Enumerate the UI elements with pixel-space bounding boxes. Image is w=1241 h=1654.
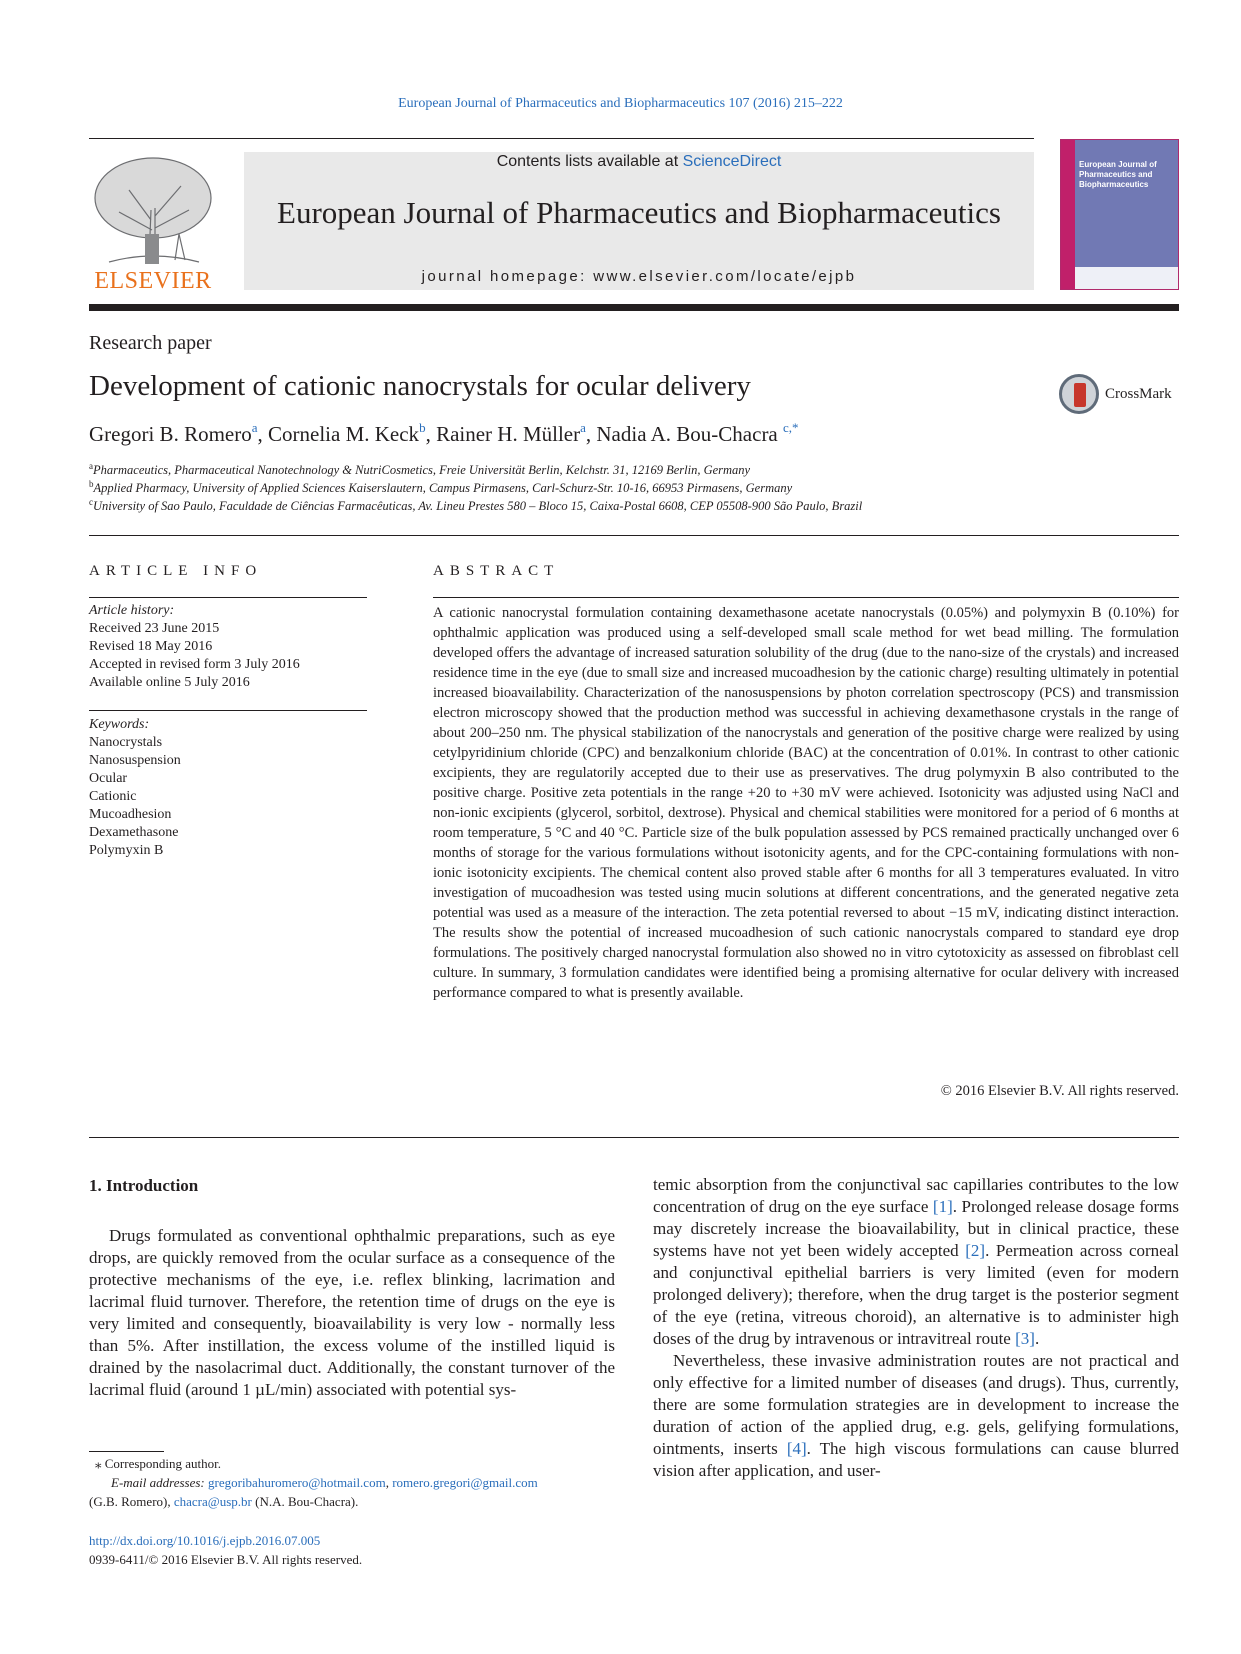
revised-date: Revised 18 May 2016 bbox=[89, 639, 213, 654]
introduction-heading: 1. Introduction bbox=[89, 1176, 199, 1195]
cover-footer bbox=[1075, 267, 1178, 289]
email-link[interactable]: romero.gregori@gmail.com bbox=[392, 1475, 538, 1490]
article-info-rule bbox=[89, 597, 367, 598]
keyword: Mucoadhesion bbox=[89, 807, 172, 822]
reference-link[interactable]: [2] bbox=[965, 1241, 986, 1260]
affiliation-text: Applied Pharmacy, University of Applied Sciences Kaiserslautern, Campus Pirmasens, Carl-Schurz-Str. 10-16, 66953 Pirmasens, Germany bbox=[93, 481, 793, 495]
abstract-rule bbox=[433, 597, 1179, 598]
crossmark-icon bbox=[1059, 374, 1099, 414]
affiliation bbox=[89, 463, 750, 478]
email-label: E-mail addresses: bbox=[111, 1475, 205, 1490]
crossmark-button[interactable] bbox=[1059, 374, 1181, 418]
author-name: Gregori B. Romero bbox=[89, 422, 252, 446]
paragraph bbox=[653, 1350, 1179, 1482]
affiliation-marker: b bbox=[89, 479, 94, 489]
email-link[interactable]: gregoribahuromero@hotmail.com bbox=[208, 1475, 386, 1490]
author-separator: , bbox=[257, 422, 269, 446]
history-label: Article history: bbox=[89, 603, 175, 618]
journal-title: European Journal of Pharmaceutics and Biopharmaceutics bbox=[277, 195, 1001, 230]
header-rule bbox=[89, 138, 1034, 139]
article-history bbox=[89, 602, 367, 692]
crossmark-label: CrossMark bbox=[1105, 386, 1172, 402]
email-link[interactable]: chacra@usp.br bbox=[173, 1494, 252, 1509]
keyword: Nanocrystals bbox=[89, 735, 163, 750]
section-divider bbox=[89, 535, 1179, 536]
issn-copyright: 0939-6411/© 2016 Elsevier B.V. All rights reserved. bbox=[89, 1552, 363, 1567]
author-separator: , bbox=[425, 422, 437, 446]
sciencedirect-link[interactable]: ScienceDirect bbox=[682, 153, 782, 170]
body-divider bbox=[89, 1137, 1179, 1138]
affiliation bbox=[89, 499, 862, 514]
keyword: Ocular bbox=[89, 771, 128, 786]
elsevier-wordmark[interactable]: ELSEVIER bbox=[94, 268, 212, 294]
author-name: Rainer H. Müller bbox=[436, 422, 581, 446]
affiliation-marker: c bbox=[89, 497, 93, 507]
email-line bbox=[89, 1492, 629, 1511]
cover-spine bbox=[1061, 140, 1075, 289]
keyword: Dexamethasone bbox=[89, 825, 179, 840]
keyword: Cationic bbox=[89, 789, 137, 804]
email-owner: (N.A. Bou-Chacra). bbox=[255, 1494, 359, 1509]
doi-link[interactable]: http://dx.doi.org/10.1016/j.ejpb.2016.07.005 bbox=[89, 1533, 321, 1548]
cover-title: European Journal of Pharmaceutics and Biopharmaceutics bbox=[1079, 160, 1157, 189]
corresponding-author-footnote bbox=[89, 1454, 629, 1511]
contents-line bbox=[244, 153, 1034, 171]
paragraph-text: Nevertheless, these invasive administration routes are not practical and only effective for a limited number of diseases (and drugs). Thus, currently, there are some formulation strategies are in development to increase the duration of action of the applied drug, e.g. gels, gelifying formulations, ointments, inserts bbox=[653, 1351, 1179, 1458]
article-type: Research paper bbox=[89, 332, 212, 354]
affiliation bbox=[89, 481, 792, 496]
email-line: E-mail addresses: gregoribahuromero@hotmail.com, romero.gregori@gmail.com bbox=[111, 1475, 538, 1490]
keywords-rule bbox=[89, 710, 367, 711]
journal-citation-link[interactable]: European Journal of Pharmaceutics and Biopharmaceutics 107 (2016) 215–222 bbox=[398, 96, 843, 111]
author-affiliation-link[interactable]: b bbox=[419, 420, 426, 435]
keywords-block bbox=[89, 716, 367, 860]
paragraph-text: temic absorption from the conjunctival sac capillaries contributes to the low concentration of drug on the eye surface bbox=[653, 1175, 1179, 1216]
affiliation-text: University of Sao Paulo, Faculdade de Ciências Farmacêuticas, Av. Lineu Prestes 580 – Bloco 15, Caixa-Postal 6608, CEP 05508-900 São Paulo, Brazil bbox=[93, 499, 863, 513]
author-separator: , bbox=[585, 422, 597, 446]
paragraph-text: . Permeation across corneal and conjunctival epithelial barriers is very limited (even for modern prolonged delivery); therefore, when the drug target is the posterior segment of the eye (retina, vitreous choroid), an alternative is to administer high doses of the drug by intravenous or intravitreal route bbox=[653, 1241, 1179, 1348]
email-owner: (G.B. Romero), bbox=[89, 1494, 171, 1509]
journal-cover-thumbnail[interactable] bbox=[1060, 139, 1179, 290]
keywords-label: Keywords: bbox=[89, 717, 150, 732]
journal-homepage[interactable]: journal homepage: www.elsevier.com/locate/ejpb bbox=[421, 268, 857, 285]
paragraph-text: . bbox=[1034, 1329, 1040, 1348]
keyword: Polymyxin B bbox=[89, 843, 164, 858]
introduction-right-column bbox=[653, 1174, 1179, 1482]
reference-link[interactable]: [4] bbox=[786, 1439, 807, 1458]
paper-title: Development of cationic nanocrystals for ocular delivery bbox=[89, 370, 751, 402]
keyword: Nanosuspension bbox=[89, 753, 181, 768]
abstract-copyright: © 2016 Elsevier B.V. All rights reserved. bbox=[940, 1083, 1179, 1099]
received-date: Received 23 June 2015 bbox=[89, 621, 220, 636]
paragraph-text: . Prolonged release dosage forms may discretely increase the bioavailability, but in clinical practice, these systems have not yet been widely accepted bbox=[653, 1197, 1179, 1260]
affiliation-text: Pharmaceutics, Pharmaceutical Nanotechnology & NutriCosmetics, Freie Universität Berlin, Kelchstr. 31, 12169 Berlin, Germany bbox=[93, 463, 751, 477]
abstract-heading: ABSTRACT bbox=[433, 563, 560, 579]
introduction-left-column: Drugs formulated as conventional ophthalmic preparations, such as eye drops, are quickly removed from the ocular surface as a consequence of the protective mechanisms of the eye, i.e. reflex blinking, lacrimation and lacrimal fluid turnover. Therefore, the retention time of drugs on the eye is very limited and consequently, bioavailability is very low - normally less than 5%. After instillation, the excess volume of the instilled liquid is drained by the nasolacrimal duct. Additionally, the constant turnover of the lacrimal fluid (around 1 µL/min) associated with potential sys- bbox=[89, 1226, 615, 1399]
author-list bbox=[89, 422, 799, 447]
author-affiliation-link[interactable]: c,* bbox=[783, 420, 799, 435]
paragraph-text: . The high viscous formulations can cause blurred vision after application, and user- bbox=[653, 1439, 1179, 1480]
reference-link[interactable]: [1] bbox=[932, 1197, 953, 1216]
contents-prefix: Contents lists available at bbox=[496, 153, 683, 170]
article-info-heading: ARTICLE INFO bbox=[89, 563, 263, 579]
author-name: Cornelia M. Keck bbox=[268, 422, 420, 446]
affiliation-marker: a bbox=[89, 461, 93, 471]
masthead-rule bbox=[89, 304, 1179, 311]
paragraph bbox=[653, 1174, 1179, 1350]
author-affiliation-link[interactable]: a bbox=[580, 420, 586, 435]
author-name: Nadia A. Bou-Chacra bbox=[596, 422, 778, 446]
abstract-text: A cationic nanocrystal formulation containing dexamethasone acetate nanocrystals (0.05%) and polymyxin B (0.10%) for ophthalmic application was produced using a self-developed small scale method for wet bead milling. The formulation developed offers the advantage of increased saturation solubility of the drug (due to the nano-size of the crystals) and increased residence time in the eye (due to small size and increased mucoadhesion by the cationic charge) resulting ultimately in potential increased bioavailability. Characterization of the nanosuspensions by photon correlation spectroscopy (PCS) and transmission electron microscopy showed that the production method was successful in achieving dexamethasone crystals in the range of about 200–250 nm. The physical stabilization of the nanocrystals and generation of the positive charge were realized by using cetylpyridinium chloride (CPC) and benzalkonium chloride (BAC) at the concentration of 0.01%. In contrast to other cationic excipients, they are regulatorily accepted due to their use as preservatives. The drug polymyxin B also contributed to the positive charge. Positive zeta potentials in the range +20 to +30 mV were achieved. Isotonicity was adjusted using NaCl and non-ionic excipients (glycerol, sorbitol, dextrose). Physical and chemical stabilities were monitored for a period of 6 months at room temperature, 5 °C and 40 °C. Particle size of the bulk population assessed by PCS remained practically unchanged over 6 months of storage for the various formulations without isotonicity agents, and for the CPC-containing formulations with non-ionic isotonicity excipients. The chemical content also proved stable after 6 months for all 3 temperatures evaluated. In vitro investigation of mucoadhesion was tested using mucin solutions at different concentrations, and the generated negative zeta potential was used as a measure of the interaction. The zeta potential reversed to about −15 mV, indicating distinct interaction. The results show the potential of increased mucoadhesion of such cationic nanocrystals compared to standard eye drop formulations. The positively charged nanocrystal formulation also showed no in vitro cytotoxicity as assessed on fibroblast cell culture. In summary, 3 formulation candidates were identified being a promising alternative for ocular delivery with increased performance compared to what is presently available. bbox=[433, 605, 1179, 1001]
corresponding-author-note: ⁎ Corresponding author. bbox=[95, 1456, 222, 1471]
footnote-rule bbox=[89, 1451, 164, 1452]
author-affiliation-link[interactable]: a bbox=[251, 420, 258, 435]
reference-link[interactable]: [3] bbox=[1015, 1329, 1035, 1348]
online-date: Available online 5 July 2016 bbox=[89, 675, 250, 690]
accepted-date: Accepted in revised form 3 July 2016 bbox=[89, 657, 300, 672]
doi-block bbox=[89, 1531, 362, 1569]
